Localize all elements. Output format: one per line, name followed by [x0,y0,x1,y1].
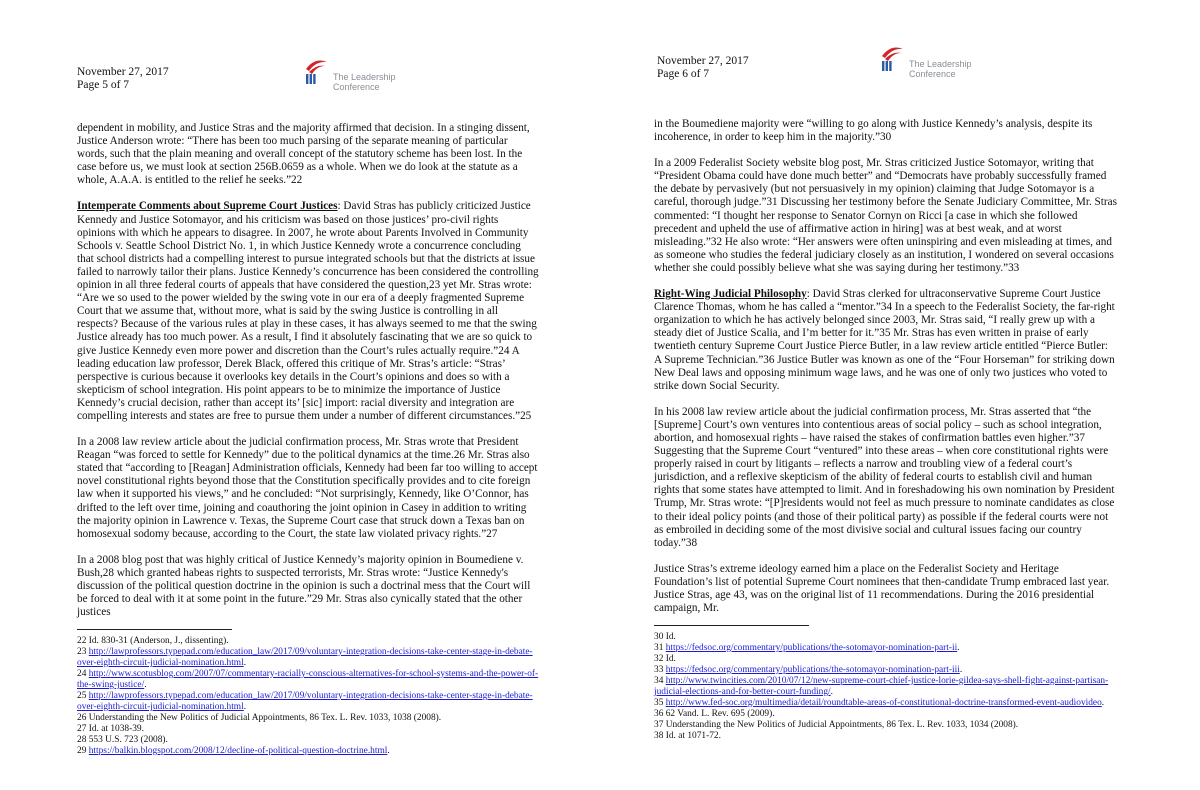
header-date: November 27, 2017 [77,66,169,78]
paragraph-text: dependent in mobility, and Justice Stras and the majority affirmed that decision. In a stinging dissent, Justice Anderson wrote: “There has been too much parsing of the separate meaning of particular words, such that the plain meaning and overall concept of the statutory scheme has been lost. In the case before us, we must look at section 256B.0659 as a whole. When we do look at the statute as a whole, A.A.A. is entitled to the relief he seeks.”22 [77,122,530,187]
footnote [654,632,1124,643]
footnote [654,654,1124,665]
footnote [77,691,539,713]
logo-line-2: Conference [909,69,956,79]
footnote-punctuation: . [144,680,147,690]
paragraph-text: in the Boumediene majority were “willing to go along with Justice Kennedy’s analysis, despite its incoherence, in order to keep him in the majority.”30 [654,118,1093,144]
footnote [654,676,1124,698]
logo-line-2: Conference [333,82,380,92]
footnote-text: 27 Id. at 1038-39. [77,724,144,734]
body-paragraph [654,157,1117,275]
leadership-conference-logo [879,43,972,79]
body-paragraph [77,122,539,187]
page-6 [600,0,1200,790]
logo-swoosh-icon [879,43,905,73]
footnote-link[interactable]: http://lawprofessors.typepad.com/education_law/2017/09/voluntary-integration-decisions-take-center-stage-in-debate-over-eighth-circuit-judicial-nomination.html [77,691,533,712]
footnote [77,669,539,691]
footnote-punctuation: . [959,665,963,675]
footnote [654,731,1124,742]
footnote-text: 36 62 Vand. L. Rev. 695 (2009). [654,709,775,719]
section-heading: Right-Wing Judicial Philosophy [654,288,807,301]
footnote-divider [77,629,232,630]
footnote-punctuation: . [243,658,247,668]
footnote [77,735,539,746]
footnotes [654,632,1124,742]
footnote-punctuation: . [830,687,833,697]
paragraph-text: In a 2009 Federalist Society website blog post, Mr. Stras criticized Justice Sotomayor, writing that “President Obama could have done much better” and “Democrats have probably successfully framed the debate by pervasively (but not persuasively in my opinion) claiming that Judge Sotomayor is a careful, thorough judge.”31 Discussing her testimony before the Senate Judiciary Committee, Mr. Stras commented: “I thought her response to Senator Cornyn on Ricci [a case in which she followed precedent and upheld the use of affirmative action in hiring] was at best weak, and at worst misleading.”32 He also wrote: “Her answers were often uninspiring and even misleading at times, and as someone who studies the federal judiciary closely as an institution, I wondered on several occasions whether she could possibly believe what she was saying during her testimony.”33 [654,157,1117,274]
footnote-link[interactable]: https://balkin.blogspot.com/2008/12/decline-of-political-question-doctrine.html [88,746,388,756]
body-paragraph [654,563,1117,615]
logo-swoosh-icon [303,56,329,86]
footnote [654,720,1124,731]
footnote-text: 34 [654,676,666,686]
footnotes [77,636,539,757]
footnote-text: 31 [654,643,666,653]
footnote [77,724,539,735]
header-page-number: Page 5 of 7 [77,79,130,91]
footnote-text: 25 [77,691,89,701]
footnote-link[interactable]: http://www.scotusblog.com/2007/07/commentary-racially-conscious-alternatives-for-school-systems-and-the-power-of-the-swing-justice/ [77,669,539,690]
footnote-punctuation: . [1101,698,1105,708]
paragraph-text: : David Stras has publicly criticized Justice Kennedy and Justice Sotomayor, and his criticism was based on those justices’ pro-civil rights opinions with which he appears to disagree. In 2007, he wrote about Parents Involved in Community Schools v. Seattle School District No. 1, in which Justice Kennedy wrote a concurrence concluding that school districts had a compelling interest to pursue integrated schools but that the districts at issue failed to narrowly tailor their plans. Justice Kennedy’s concurrence has been considered the controlling opinion in all three federal courts of appeals that have considered the question,23 yet Mr. Stras wrote: “Are we so used to the power wielded by the swing vote in our era of a deeply fragmented Supreme Court that we assume that, without more, what is said by the swing Justice is controlling in all respects? Because of the various rules at play in these cases, it has always seemed to me that the swing Justice already has too much power. As a result, I find it absolutely fascinating that we are so quick to give Justice Kennedy even more power and discretion than the Court’s rules actually require.”24 A leading education law professor, Derek Black, offered this critique of Mr. Stras’s article: “Stras’ perspective is curious because it overlooks key details in the Court’s opinions and does so with a skepticism of school integration. His point appears to be to minimize the importance of Justice Kennedy’s crucial decision, rather than accept its’ [sic] import: racial diversity and integration are compelling interests and states are free to pursue them under a number of different circumstances.”25 [77,200,539,422]
footnote-text: 33 [654,665,666,675]
footnote [77,647,539,669]
page-header [657,55,749,81]
body-paragraph [77,200,539,423]
footnote-punctuation: . [387,746,390,756]
body-paragraph [654,406,1117,550]
footnote [654,698,1124,709]
footnote-text: 32 Id. [654,654,676,664]
section-heading: Intemperate Comments about Supreme Court Justices [77,200,338,213]
footnote-text: 24 [77,669,89,679]
page-body [654,118,1117,628]
paragraph-text: Justice Stras’s extreme ideology earned him a place on the Federalist Society and Heritage Foundation’s list of potential Supreme Court nominees that then-candidate Trump embraced last year. Justice Stras, age 43, was on the original list of 11 recommendations. During the 2016 presidential campaign, Mr. [654,562,1110,615]
footnote-link[interactable]: https://fedsoc.org/commentary/publications/the-sotomayor-nomination-part-iii [665,665,960,675]
body-paragraph [77,554,539,619]
footnote-text: 22 Id. 830-31 (Anderson, J., dissenting). [77,636,229,646]
footnote [77,746,539,757]
footnote-text: 28 553 U.S. 723 (2008). [77,735,168,745]
page-header [77,66,169,92]
footnote [77,713,539,724]
body-paragraph [77,436,539,541]
header-page-number: Page 6 of 7 [657,68,710,80]
paragraph-text: In a 2008 blog post that was highly critical of Justice Kennedy’s majority opinion in Boumediene v. Bush,28 which granted habeas rights to suspected terrorists, Mr. Stras wrote: “Justice Kennedy's discussion of the political question doctrine in the opinion is such a doctrinal mess that the Court will be forced to deal with it at some point in the future.”29 Mr. Stras also cynically stated that the other justices [77,553,531,619]
footnote-text: 35 [654,698,666,708]
footnote [654,709,1124,720]
logo-line-1: The Leadership [333,72,396,82]
footnote-text: 23 [77,647,89,657]
footnote [654,665,1124,676]
footnote [77,636,539,647]
footnote-link[interactable]: http://www.twincities.com/2010/07/12/new-supreme-court-chief-justice-lorie-gildea-says-shell-fight-against-partisan-judicial-elections-and-for-better-court-funding/ [654,676,1109,697]
footnote-link[interactable]: http://www.fed-soc.org/multimedia/detail/roundtable-areas-of-constitutional-doctrine-transformed-event-audiovideo [665,698,1102,708]
footnote-divider [654,625,809,626]
footnote-text: 29 [77,746,89,756]
header-date: November 27, 2017 [657,55,749,67]
paragraph-text: In a 2008 law review article about the judicial confirmation process, Mr. Stras wrote that President Reagan “was forced to settle for Kennedy” due to the political dynamics at the time.26 Mr. Stras also stated that “according to [Reagan] Administration officials, Kennedy had been far too willing to accept novel constitutional rights beyond those that the Constitution specifically provides and to cite foreign law when it supported his views,” and he concluded: “Not surprisingly, Kennedy, like O’Connor, has drifted to the left over time, joining and coauthoring the joint opinion in Casey in addition to writing the majority opinion in Lawrence v. Texas, the Supreme Court case that struck down a Texas ban on homosexual sodomy because, according to the Court, the state law violated privacy rights.”27 [77,436,538,540]
footnote [654,643,1124,654]
leadership-conference-logo [303,56,396,92]
footnote-text: 30 Id. [654,632,676,642]
body-paragraph [654,288,1117,393]
paragraph-text: : David Stras clerked for ultraconservative Supreme Court Justice Clarence Thomas, whom he has called a “mentor.”34 In a speech to the Federalist Society, the far-right organization to which he has actively belonged since 2003, Mr. Stras said, “I really grew up with a steady diet of Justice Scalia, and I’m better for it.”35 Mr. Stras has even written in praise of early twentieth century Supreme Court Justice Pierce Butler, in a law review article entitled “Pierce Butler: A Supreme Technician.”36 Justice Butler was known as one of the “Four Horseman” for striking down New Deal laws and opposing minimum wage laws, and he was one of only two justices who voted to strike down Social Security. [654,288,1115,392]
logo-wordmark [333,56,396,92]
paragraph-text: In his 2008 law review article about the judicial confirmation process, Mr. Stras asserted that “the [Supreme] Court’s own ventures into contentious areas of social policy – such as school integration, abortion, and homosexual rights – have raised the stakes of confirmation battles even higher.”37 Suggesting that the Supreme Court “ventured” into these areas – when core constitutional rights were properly raised in court by litigants – reflects a narrow and troubling view of a federal court’s jurisdiction, and a reflexive skepticism of the ability of federal courts to establish civil and human rights that some states have attempted to limit. And in foreshadowing his own nomination by President Trump, Mr. Stras wrote: “[P]residents would not feel as much pressure to nominate candidates as close to their ideal policy points (and those of their political party) as possible if the federal courts were not as embroiled in deciding some of the most divisive social and cultural issues facing our country today.”38 [654,405,1115,549]
footnote-text: 37 Understanding the New Politics of Judicial Appointments, 86 Tex. L. Rev. 1033, 1034 (2008). [654,720,1019,730]
footnote-link[interactable]: https://fedsoc.org/commentary/publications/the-sotomayor-nomination-part-ii [665,643,958,653]
footnote-link[interactable]: http://lawprofessors.typepad.com/education_law/2017/09/voluntary-integration-decisions-take-center-stage-in-debate-over-eighth-circuit-judicial-nomination.html [77,647,533,668]
logo-line-1: The Leadership [909,59,972,69]
footnote-punctuation: . [243,702,247,712]
page-body [77,122,539,632]
logo-wordmark [909,43,972,79]
footnote-text: 38 Id. at 1071-72. [654,731,721,741]
footnote-text: 26 Understanding the New Politics of Judicial Appointments, 86 Tex. L. Rev. 1033, 1038 (2008). [77,713,442,723]
body-paragraph [654,118,1117,144]
footnote-punctuation: . [957,643,960,653]
